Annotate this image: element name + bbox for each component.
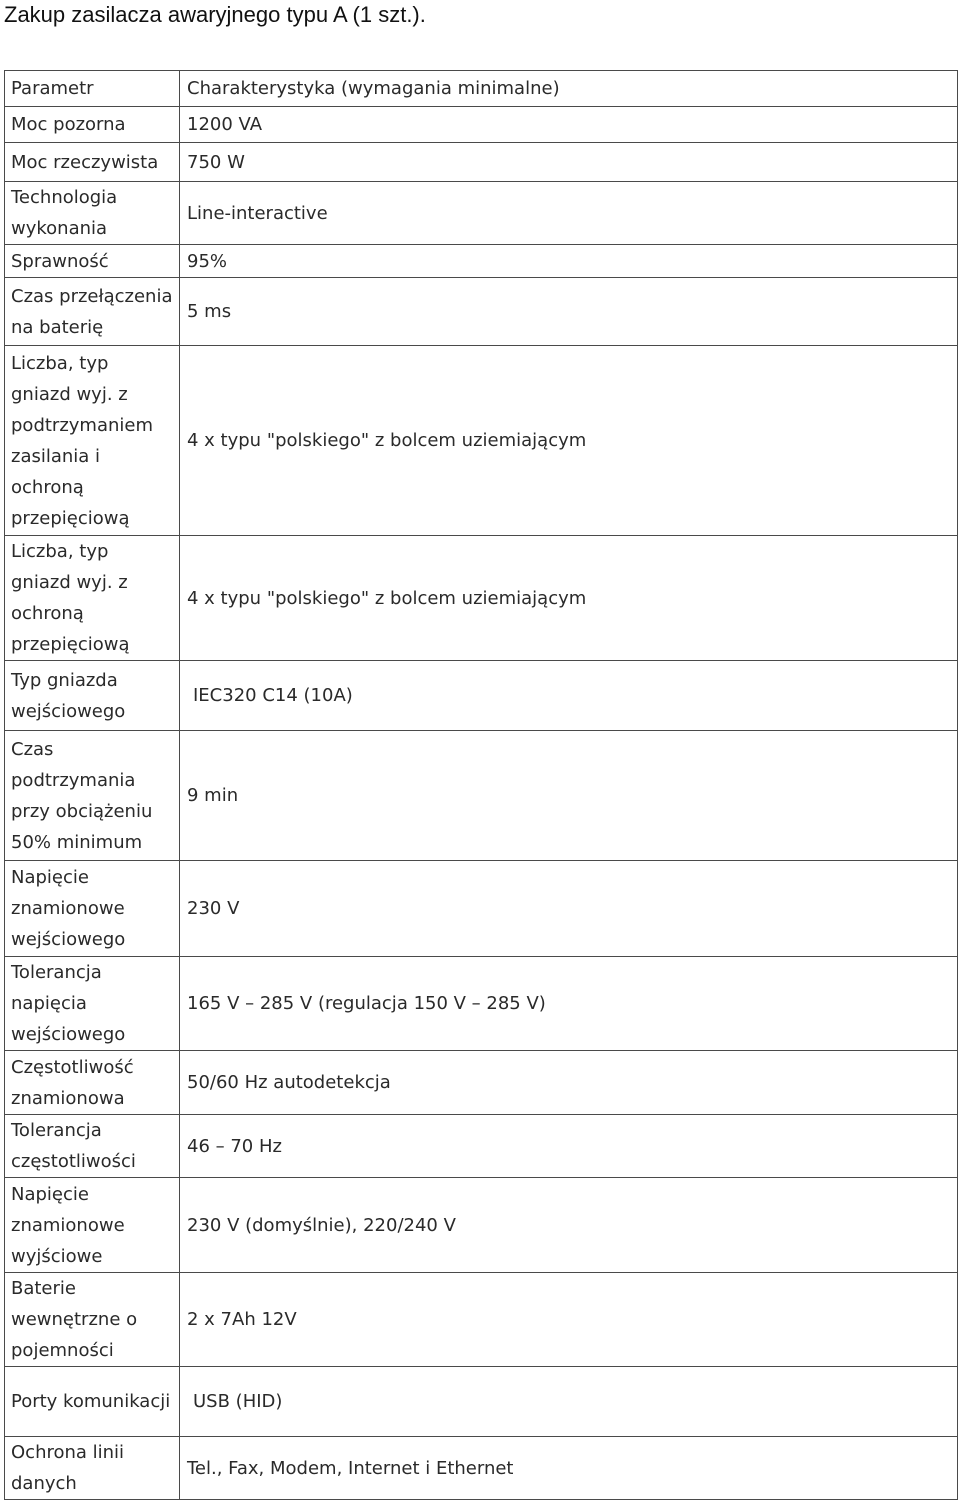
row-parameter: Napięcie znamionowe wejściowego [5, 861, 180, 957]
row-parameter: Ochrona linii danych [5, 1437, 180, 1500]
row-value-text: USB (HID) [193, 1391, 283, 1412]
row-parameter: Moc rzeczywista [5, 143, 180, 182]
table-row [5, 278, 958, 346]
row-parameter: Częstotliwość znamionowa [5, 1051, 180, 1115]
row-parameter: Sprawność [5, 245, 180, 278]
row-parameter: Technologia wykonania [5, 182, 180, 245]
row-parameter: Baterie wewnętrzne o pojemności [5, 1273, 180, 1367]
row-value: Tel., Fax, Modem, Internet i Ethernet [180, 1437, 958, 1500]
table-row [5, 346, 958, 536]
row-parameter: Tolerancja napięcia wejściowego [5, 957, 180, 1051]
table-row [5, 536, 958, 661]
header-characteristics: Charakterystyka (wymagania minimalne) [180, 71, 958, 107]
row-value: 1200 VA [180, 107, 958, 143]
table-row [5, 182, 958, 245]
table-row [5, 861, 958, 957]
row-parameter: Liczba, typ gniazd wyj. z podtrzymaniem zasilania i ochroną przepięciową [5, 346, 180, 536]
row-value: 95% [180, 245, 958, 278]
table-row [5, 107, 958, 143]
table-row [5, 731, 958, 861]
table-row [5, 1367, 958, 1437]
row-value: 5 ms [180, 278, 958, 346]
row-value: 230 V (domyślnie), 220/240 V [180, 1178, 958, 1273]
row-value: 165 V – 285 V (regulacja 150 V – 285 V) [180, 957, 958, 1051]
table-row [5, 1115, 958, 1178]
row-value: 4 x typu "polskiego" z bolcem uziemiającym [180, 346, 958, 536]
row-value: 50/60 Hz autodetekcja [180, 1051, 958, 1115]
row-value: Line-interactive [180, 182, 958, 245]
table-row [5, 1178, 958, 1273]
row-value: 46 – 70 Hz [180, 1115, 958, 1178]
row-parameter: Tolerancja częstotliwości [5, 1115, 180, 1178]
row-value: 230 V [180, 861, 958, 957]
row-value: 4 x typu "polskiego" z bolcem uziemiającym [180, 536, 958, 661]
table-header-row [5, 71, 958, 107]
row-parameter: Typ gniazda wejściowego [5, 661, 180, 731]
document-title: Zakup zasilacza awaryjnego typu A (1 szt.). [4, 2, 426, 27]
table-row [5, 143, 958, 182]
table-row [5, 1051, 958, 1115]
row-parameter: Porty komunikacji [5, 1367, 180, 1437]
table-row [5, 1437, 958, 1500]
row-value: 9 min [180, 731, 958, 861]
table-row [5, 957, 958, 1051]
specification-table [4, 70, 958, 1500]
row-parameter: Czas podtrzymania przy obciążeniu 50% minimum [5, 731, 180, 861]
row-parameter: Liczba, typ gniazd wyj. z ochroną przepięciową [5, 536, 180, 661]
row-value-text: IEC320 C14 (10A) [193, 685, 353, 706]
table-row [5, 1273, 958, 1367]
table-row [5, 661, 958, 731]
header-parameter: Parametr [5, 71, 180, 107]
row-parameter: Czas przełączenia na baterię [5, 278, 180, 346]
table-row [5, 245, 958, 278]
row-value [180, 1367, 958, 1437]
row-parameter: Napięcie znamionowe wyjściowe [5, 1178, 180, 1273]
row-value: 2 x 7Ah 12V [180, 1273, 958, 1367]
row-value: 750 W [180, 143, 958, 182]
row-value [180, 661, 958, 731]
row-parameter: Moc pozorna [5, 107, 180, 143]
